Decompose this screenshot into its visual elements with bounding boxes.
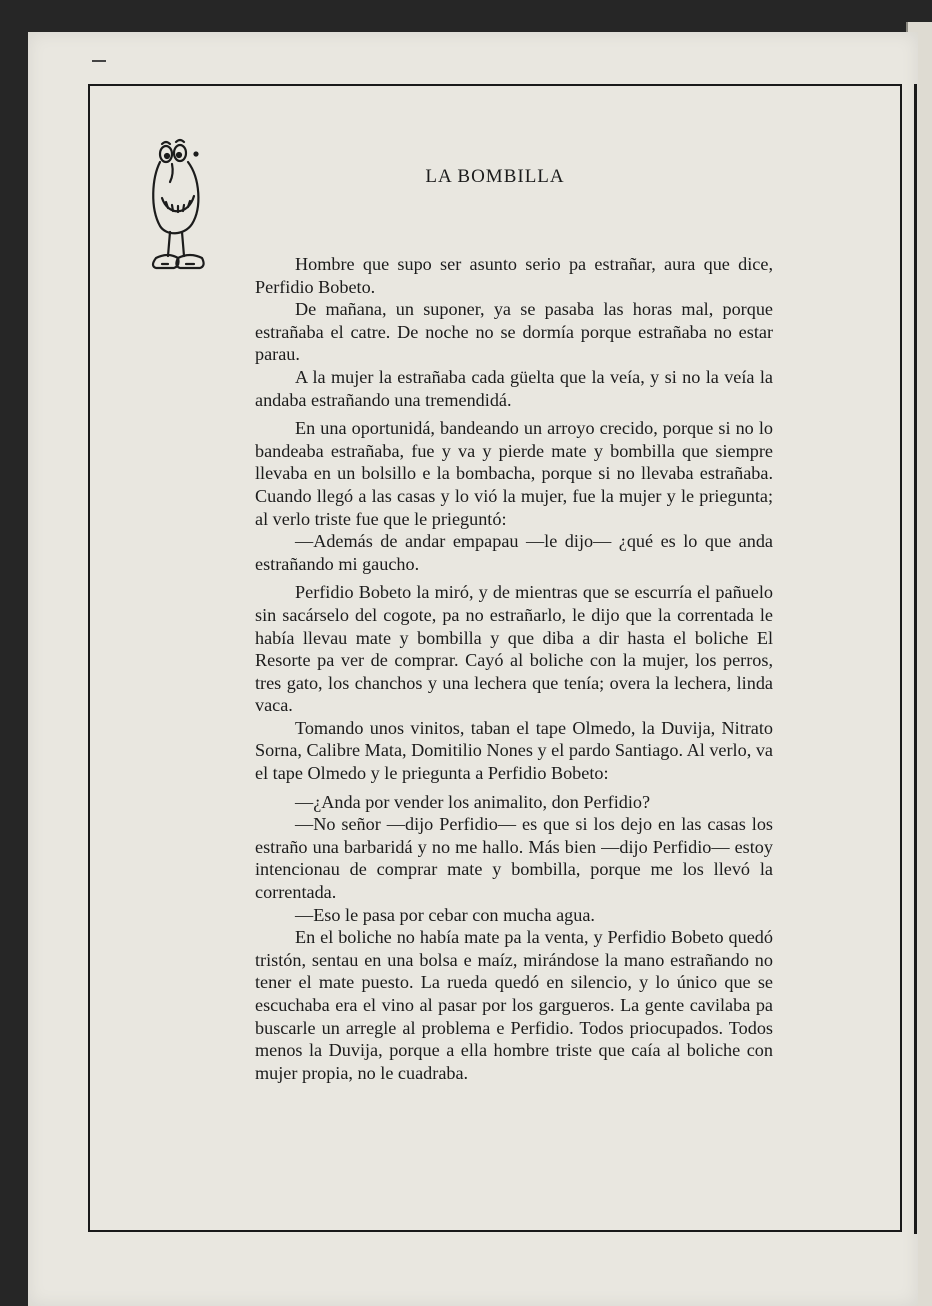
- frame-edge-rule: [914, 84, 917, 1234]
- cartoon-character-icon: [150, 138, 214, 278]
- dialogue-paragraph: —No señor —dijo Perfidio— es que si los dejo en las casas los estraño una barbaridá y no me hallo. Más bien —dijo Perfidio— estoy intencionau de comprar mate y bombilla, porque me los llevó la correntada.: [255, 814, 773, 903]
- paragraph: Tomando unos vinitos, taban el tape Olmedo, la Duvija, Nitrato Sorna, Calibre Mata, Domitilio Nones y el pardo Santiago. Al verlo, va el tape Olmedo y le priegunta a Perfidio Bobeto:: [255, 717, 773, 784]
- paragraph: Hombre que supo ser asunto serio pa estrañar, aura que dice, Perfidio Bobeto.: [255, 254, 773, 297]
- paragraph: En una oportunidá, bandeando un arroyo crecido, porque si no lo bandeaba estrañaba, fue y va y pierde mate y bombilla que siempre llevaba en un bolsillo e la bombacha, porque si no llevaba estrañaba. Cuando llegó a las casas y lo vió la mujer, fue la mujer y le priegunta; al verlo triste fue que le prieguntó:: [255, 418, 773, 529]
- paragraph: De mañana, un suponer, ya se pasaba las horas mal, porque estrañaba el catre. De noche no se dormía porque estrañaba no estar parau.: [255, 299, 773, 365]
- dialogue-paragraph: —¿Anda por vender los animalito, don Perfidio?: [295, 791, 651, 812]
- article-body: [255, 253, 773, 1084]
- paragraph: En el boliche no había mate pa la venta, y Perfidio Bobeto quedó tristón, sentau en una bolsa e maíz, mirándose la mano estrañando no tener el mate puesto. La rueda quedó en silencio, y lo único que se escuchaba era el vino al pasar por los gargueros. La gente cavilaba pa buscarle un arregle al problema e Perfidio. Todos priocupados. Todos menos la Duvija, porque a ella hombre triste que caía al boliche con mujer propia, no le cuadraba.: [255, 927, 773, 1083]
- ink-mark: [92, 60, 106, 62]
- dialogue-paragraph: —Además de andar empapau —le dijo— ¿qué es lo que anda estrañando mi gaucho.: [255, 531, 773, 574]
- paragraph: A la mujer la estrañaba cada güelta que la veía, y si no la veía la andaba estrañando una tremendidá.: [255, 366, 773, 410]
- paragraph: Perfidio Bobeto la miró, y de mientras que se escurría el pañuelo sin sacárselo del cogote, pa no estrañarlo, le dijo que la correntada le había llevau mate y bombilla y que diba a dir hasta el boliche El Resorte pa ver de comprar. Cayó al boliche con la mujer, los perros, tres gato, los chanchos y una lechera que tenía; overa la lechera, linda vaca.: [255, 582, 773, 716]
- dialogue-paragraph: —Eso le pasa por cebar con mucha agua.: [295, 904, 595, 925]
- article-title: LA BOMBILLA: [425, 166, 565, 187]
